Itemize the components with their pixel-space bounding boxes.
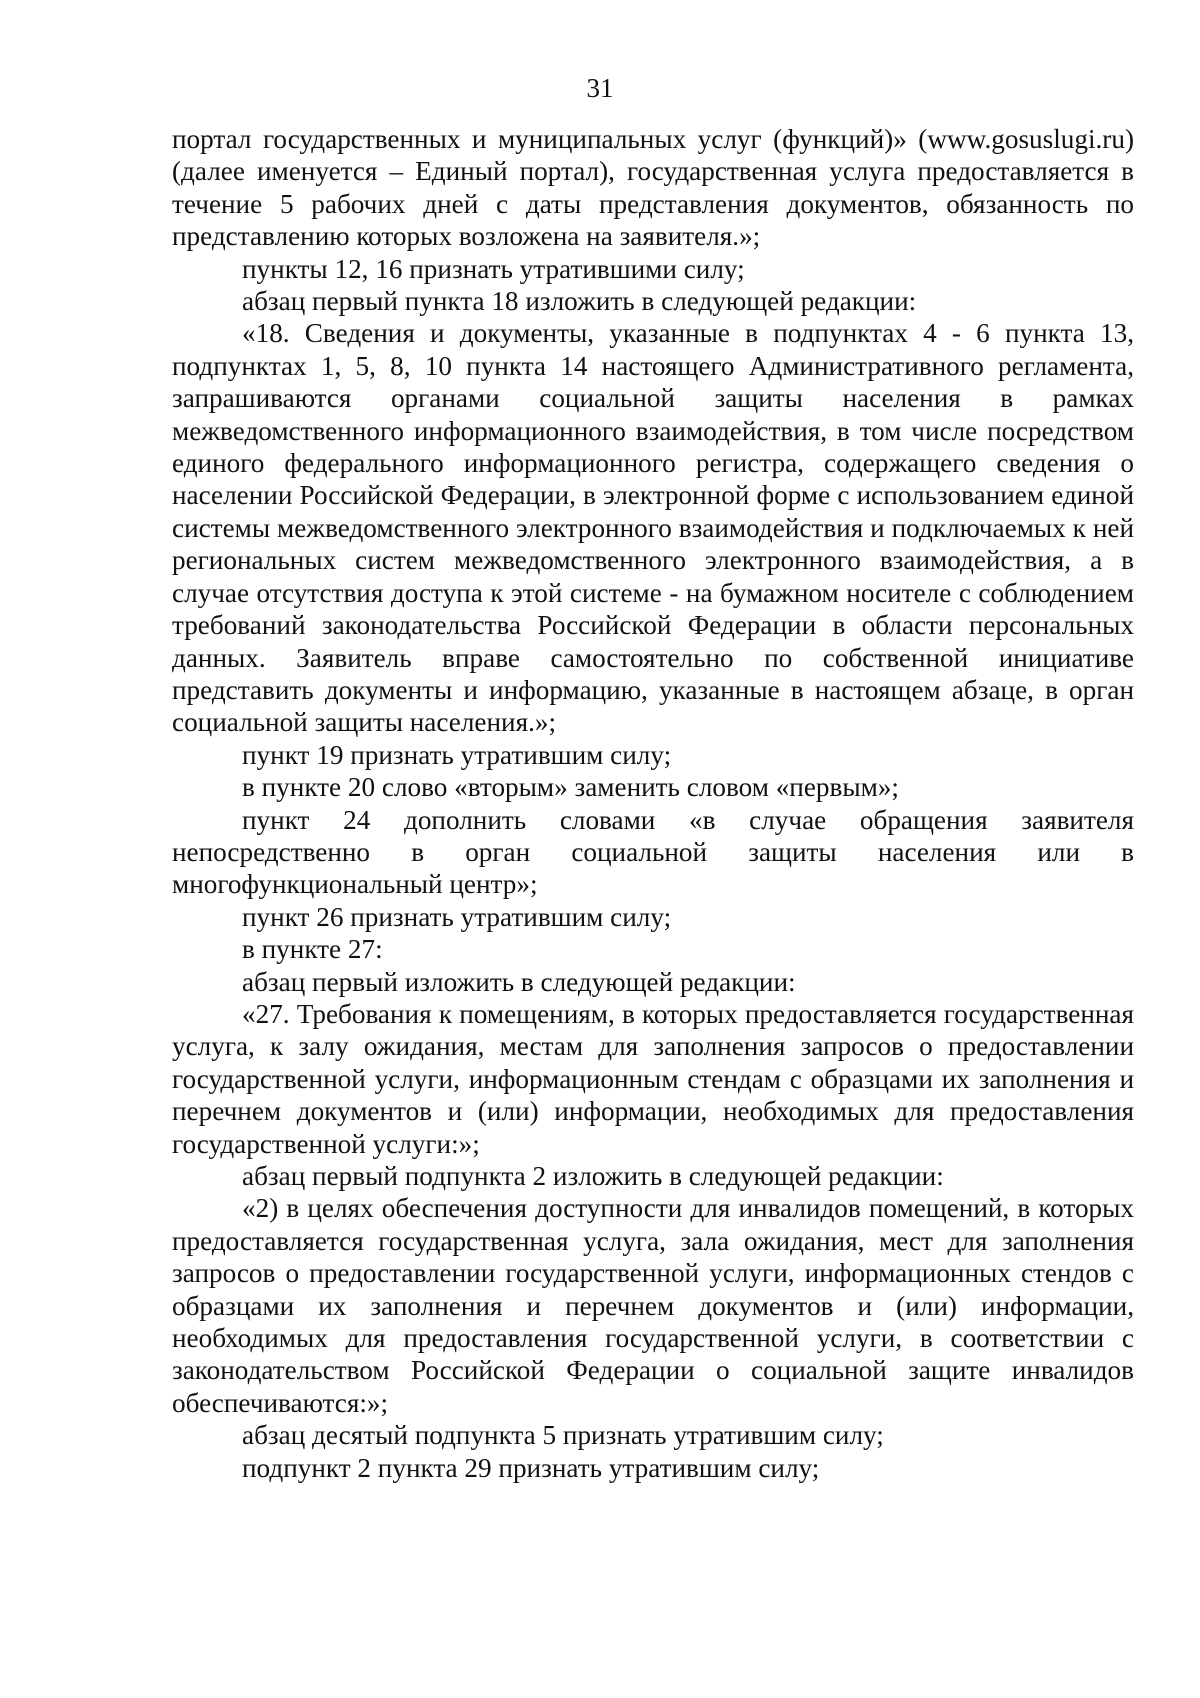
paragraph: портал государственных и муниципальных услуг (функций)» (www.gosuslugi.ru) (далее именуется – Единый портал), государственная услуга предоставляется в течение 5 рабочих дней с даты представления документов, обязанность по представлению которых возложена на заявителя.»; bbox=[172, 124, 1134, 252]
paragraph: пункт 19 признать утратившим силу; bbox=[242, 739, 672, 770]
paragraph: подпункт 2 пункта 29 признать утратившим силу; bbox=[242, 1452, 820, 1483]
document-body bbox=[172, 123, 1134, 1484]
paragraph: абзац первый подпункта 2 изложить в следующей редакции: bbox=[242, 1161, 944, 1191]
paragraph: пункты 12, 16 признать утратившими силу; bbox=[242, 253, 745, 284]
paragraph: абзац первый изложить в следующей редакции: bbox=[242, 966, 796, 997]
paragraph: «18. Сведения и документы, указанные в подпунктах 4 - 6 пункта 13, подпунктах 1, 5, 8, 10 пункта 14 настоящего Административного регламента, запрашиваются органами социальной защиты населения в рамках межведомственного информационного взаимодействия, в том числе посредством единого федерального информационного регистра, содержащего сведения о населении Российской Федерации, в электронной форме с использованием единой системы межведомственного электронного взаимодействия и подключаемых к ней региональных систем межведомственного электронного взаимодействия, а в случае отсутствия доступа к этой системе - на бумажном носителе с соблюдением требований законодательства Российской Федерации в области персональных данных. Заявитель вправе самостоятельно по собственной инициативе представить документы и информацию, указанные в настоящем абзаце, в орган социальной защиты населения.»; bbox=[172, 318, 1134, 738]
paragraph: «27. Требования к помещениям, в которых предоставляется государственная услуга, к залу ожидания, местам для заполнения запросов о предоставлении государственной услуги, информационным стендам с образцами их заполнения и перечнем документов и (или) информации, необходимых для предоставления государственной услуги:»; bbox=[172, 998, 1134, 1159]
paragraph: в пункте 20 слово «вторым» заменить словом «первым»; bbox=[242, 772, 899, 803]
page-number: 31 bbox=[586, 73, 614, 103]
paragraph: абзац десятый подпункта 5 признать утратившим силу; bbox=[242, 1420, 884, 1451]
paragraph: «2) в целях обеспечения доступности для инвалидов помещений, в которых предоставляется государственная услуга, зала ожидания, мест для заполнения запросов о предоставлении государственной услуги, информационных стендов с образцами их заполнения и перечнем документов и (или) информации, необходимых для предоставления государственной услуги, в соответствии с законодательством Российской Федерации о социальной защите инвалидов обеспечиваются:»; bbox=[172, 1193, 1134, 1418]
paragraph: пункт 26 признать утратившим силу; bbox=[242, 901, 672, 932]
paragraph: абзац первый пункта 18 изложить в следующей редакции: bbox=[242, 286, 917, 317]
paragraph: в пункте 27: bbox=[242, 934, 383, 965]
paragraph: пункт 24 дополнить словами «в случае обращения заявителя непосредственно в орган социальной защиты населения или в многофункциональный центр»; bbox=[172, 804, 1134, 900]
